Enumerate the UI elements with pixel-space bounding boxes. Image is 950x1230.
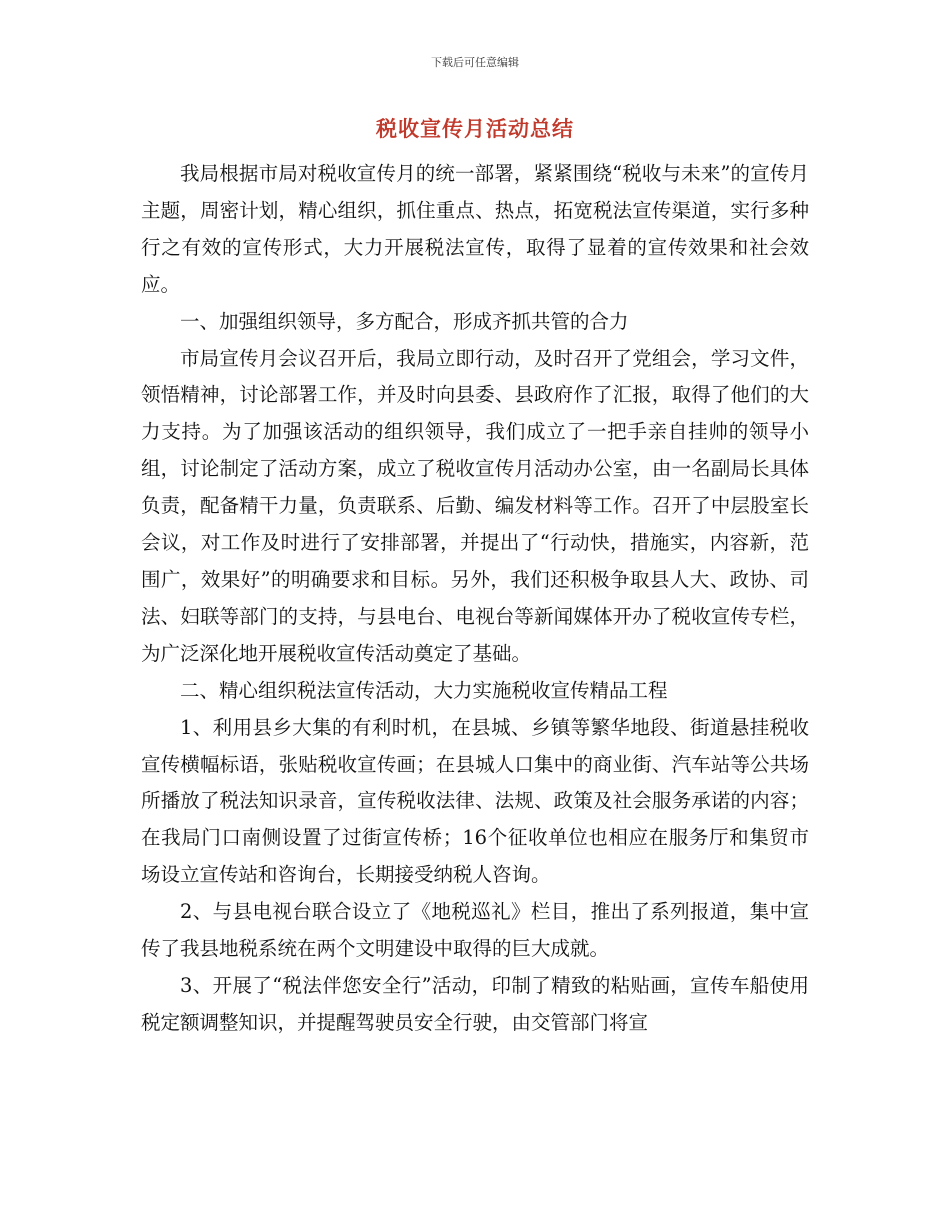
document-title: 税收宣传月活动总结 xyxy=(376,117,574,141)
section-heading: 一、加强组织领导，多方配合，形成齐抓共管的合力 xyxy=(180,309,629,333)
header-note: 下载后可任意编辑 xyxy=(431,56,519,69)
paragraph: 1、利用县乡大集的有利时机，在县城、乡镇等繁华地段、街道悬挂税收宣传横幅标语，张贴税收宣传画；在县城人口集中的商业街、汽车站等公共场所播放了税法知识录音，宣传税收法律、法规、政策及社会服务承诺的内容；在我局门口南侧设置了过街宣传桥；16个征收单位也相应在服务厅和集贸市场设立宣传站和咨询台，长期接受纳税人咨询。 xyxy=(141,715,809,887)
paragraph: 2、与县电视台联合设立了《地税巡礼》栏目，推出了系列报道，集中宣传了我县地税系统在两个文明建设中取得的巨大成就。 xyxy=(141,900,809,961)
paragraph: 3、开展了“税法伴您安全行”活动，印制了精致的粘贴画，宣传车船使用税定额调整知识，并提醒驾驶员安全行驶，由交管部门将宣 xyxy=(141,973,809,1034)
section-heading: 二、精心组织税法宣传活动，大力实施税收宣传精品工程 xyxy=(180,678,668,702)
paragraph: 我局根据市局对税收宣传月的统一部署，紧紧围绕“税收与未来”的宣传月主题，周密计划，精心组织，抓住重点、热点，拓宽税法宣传渠道，实行多种行之有效的宣传形式，大力开展税法宣传，取得了显着的宣传效果和社会效应。 xyxy=(141,162,809,296)
paragraph: 市局宣传月会议召开后，我局立即行动，及时召开了党组会，学习文件，领悟精神，讨论部署工作，并及时向县委、县政府作了汇报，取得了他们的大力支持。为了加强该活动的组织领导，我们成立了一把手亲自挂帅的领导小组，讨论制定了活动方案，成立了税收宣传月活动办公室，由一名副局长具体负责，配备精干力量，负责联系、后勤、编发材料等工作。召开了中层股室长会议，对工作及时进行了安排部署，并提出了“行动快，措施实，内容新，范围广，效果好”的明确要求和目标。另外，我们还积极争取县人大、政协、司法、妇联等部门的支持，与县电台、电视台等新闻媒体开办了税收宣传专栏，为广泛深化地开展税收宣传活动奠定了基础。 xyxy=(141,346,809,665)
document-body xyxy=(141,156,809,1042)
